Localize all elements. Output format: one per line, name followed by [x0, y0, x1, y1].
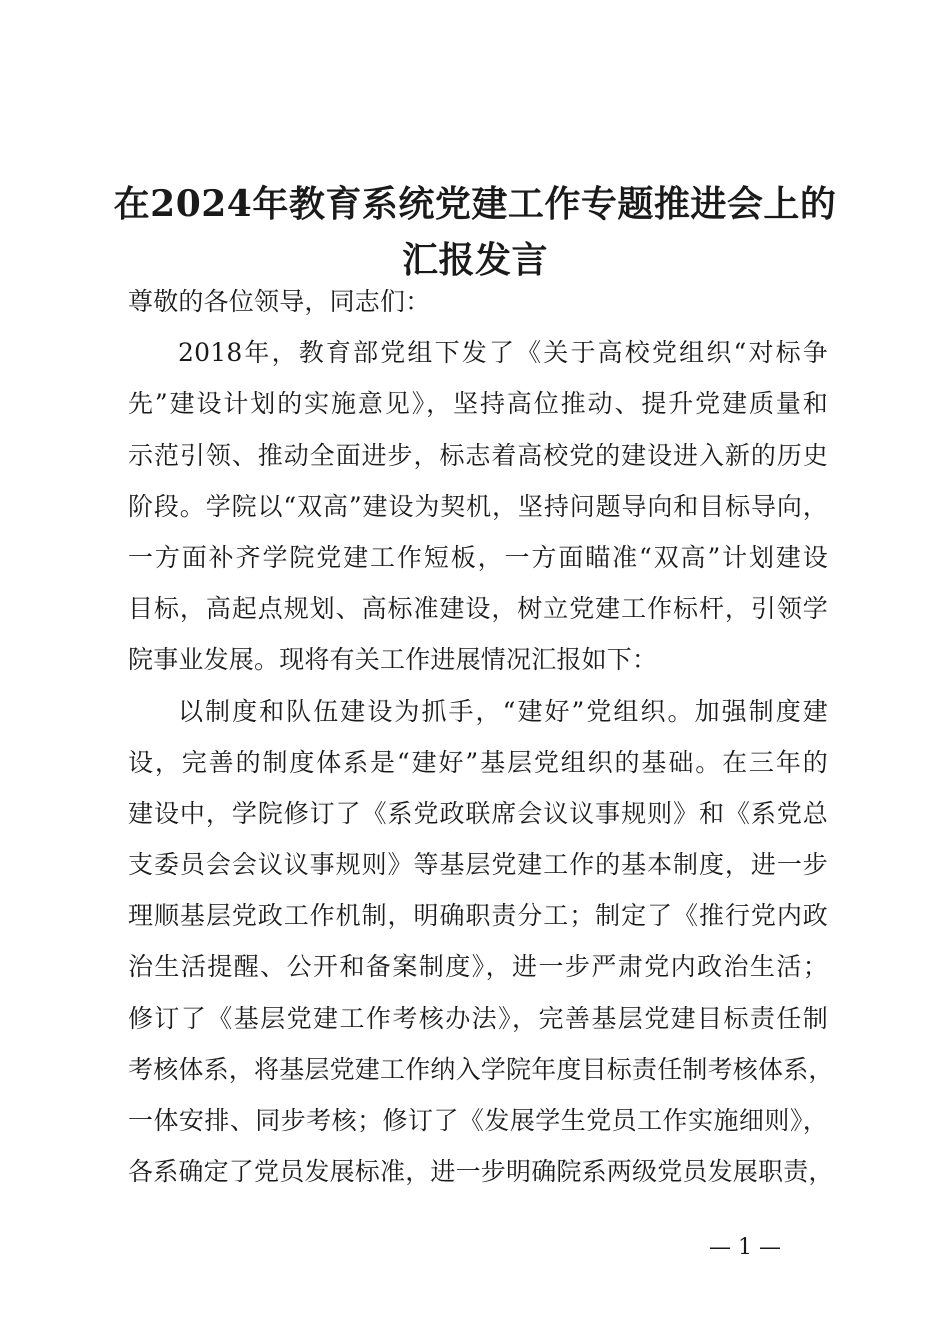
salutation: 尊敬的各位领导，同志们： — [128, 287, 431, 316]
paragraph-line: 建设中，学院修订了《系党政联席会议议事规则》和《系党总 — [128, 798, 828, 828]
paragraph-line: 考核体系，将基层党建工作纳入学院年度目标责任制考核体系， — [128, 1054, 834, 1084]
paragraph-line: 修订了《基层党建工作考核办法》，完善基层党建目标责任制 — [128, 1003, 828, 1033]
paragraph-line: 理顺基层党政工作机制，明确职责分工；制定了《推行党内政 — [128, 901, 828, 931]
paragraph-line: 院事业发展。现将有关工作进展情况汇报如下： — [128, 645, 658, 675]
paragraph-1 — [128, 327, 828, 685]
paragraph-line: 阶段。学院以“双高”建设为契机，坚持问题导向和目标导向， — [128, 491, 828, 521]
document-title — [100, 176, 850, 288]
paragraph-line: 一体安排、同步考核；修订了《发展学生党员工作实施细则》， — [128, 1106, 828, 1135]
title-line-2: 汇报发言 — [401, 239, 548, 281]
paragraph-line: 各系确定了党员发展标准，进一步明确院系两级党员发展职责， — [128, 1157, 834, 1187]
page-number: — 1 — — [709, 1235, 781, 1260]
paragraph-line: 支委员会会议议事规则》等基层党建工作的基本制度，进一步 — [128, 850, 828, 880]
paragraph-2 — [128, 686, 834, 1198]
paragraph-line: 治生活提醒、公开和备案制度》，进一步严肃党内政治生活； — [128, 952, 828, 982]
paragraph-line: 一方面补齐学院党建工作短板，一方面瞄准“双高”计划建设 — [128, 542, 828, 572]
paragraph-line: 2018年，教育部党组下发了《关于高校党组织“对标争 — [178, 338, 828, 368]
document-body — [128, 276, 834, 1197]
paragraph-line: 目标，高起点规划、高标准建设，树立党建工作标杆，引领学 — [128, 594, 828, 624]
paragraph-line: 先”建设计划的实施意见》，坚持高位推动、提升党建质量和 — [128, 389, 828, 419]
paragraph-line: 设，完善的制度体系是“建好”基层党组织的基础。在三年的 — [128, 747, 828, 777]
title-line-1: 在2024年教育系统党建工作专题推进会上的 — [113, 183, 837, 225]
paragraph-line: 以制度和队伍建设为抓手，“建好”党组织。加强制度建 — [178, 696, 828, 726]
paragraph-line: 示范引领、推动全面进步，标志着高校党的建设进入新的历史 — [128, 440, 828, 470]
